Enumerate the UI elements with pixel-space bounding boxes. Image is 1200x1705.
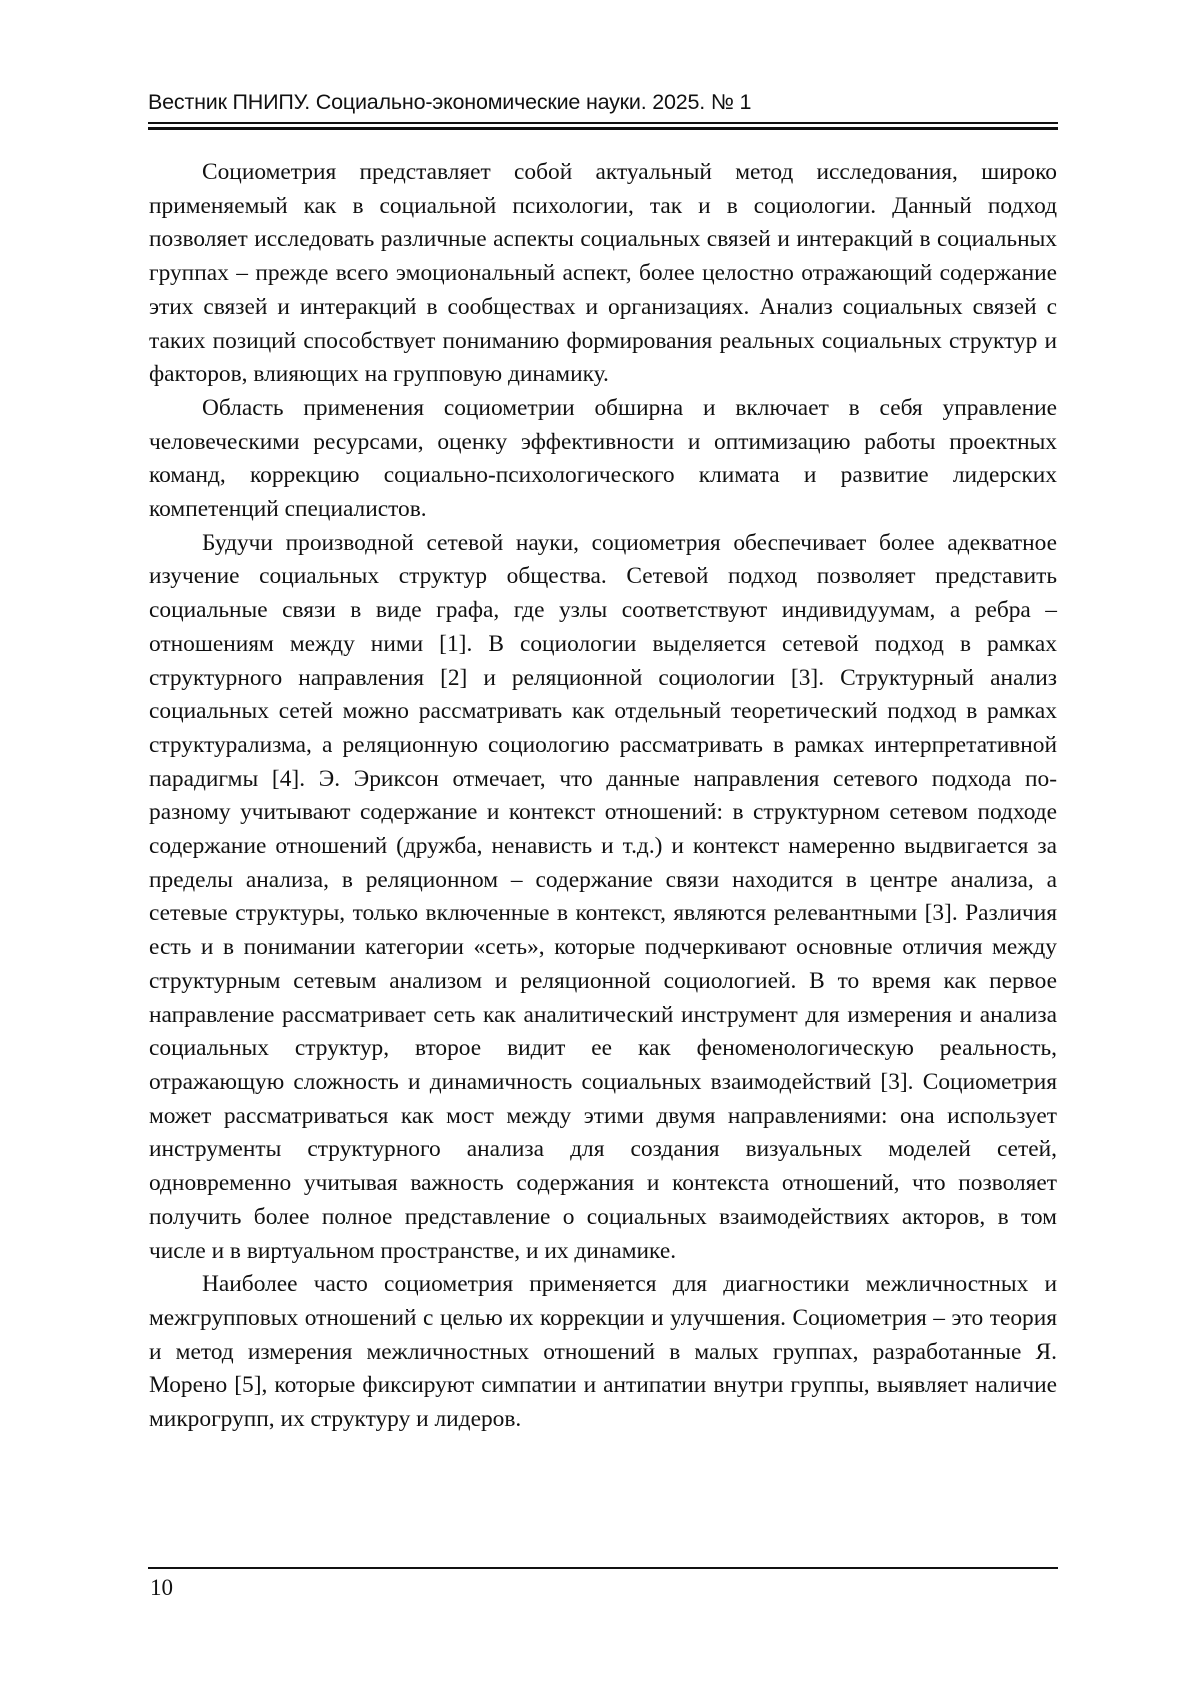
paragraph-2: Область применения социометрии обширна и включает в себя управление человеческими ресурсами, оценку эффективности и оптимизацию работы проектных команд, коррекцию социально-психологического климата и развитие лидерских компетенций специалистов. xyxy=(149,392,1057,527)
running-header: Вестник ПНИПУ. Социально-экономические науки. 2025. № 1 xyxy=(148,88,1058,116)
paragraph-1: Социометрия представляет собой актуальный метод исследования, широко применяемый как в социальной психологии, так и в социологии. Данный подход позволяет исследовать различные аспекты социальных связей и интеракций в социальных группах – прежде всего эмоциональный аспект, более целостно отражающий содержание этих связей и интеракций в сообществах и организациях. Анализ социальных связей с таких позиций способствует пониманию формирования реальных социальных структур и факторов, влияющих на групповую динамику. xyxy=(149,156,1057,392)
paragraph-3: Будучи производной сетевой науки, социометрия обеспечивает более адекватное изучение социальных структур общества. Сетевой подход позволяет представить социальные связи в виде графа, где узлы соответствуют индивидуумам, а ребра – отношениям между ними [1]. В социологии выделяется сетевой подход в рамках структурного направления [2] и реляционной социологии [3]. Структурный анализ социальных сетей можно рассматривать как отдельный теоретический подход в рамках структурализма, а реляционную социологию рассматривать в рамках интерпретативной парадигмы [4]. Э. Эриксон отмечает, что данные направления сетевого подхода по-разному учитывают содержание и контекст отношений: в структурном сетевом подходе содержание отношений (дружба, ненависть и т.д.) и контекст намеренно выдвигается за пределы анализа, в реляционном – содержание связи находится в центре анализа, а сетевые структуры, только включенные в контекст, являются релевантными [3]. Различия есть и в понимании категории «сеть», которые подчеркивают основные отличия между структурным сетевым анализом и реляционной социологией. В то время как первое направление рассматривает сеть как аналитический инструмент для измерения и анализа социальных структур, второе видит ее как феноменологическую реальность, отражающую сложность и динамичность социальных взаимодействий [3]. Социометрия может рассматриваться как мост между этими двумя направлениями: она использует инструменты структурного анализа для создания визуальных моделей сетей, одновременно учитывая важность содержания и контекста отношений, что позволяет получить более полное представление о социальных взаимодействиях акторов, в том числе и в виртуальном пространстве, и их динамике. xyxy=(149,527,1057,1268)
paragraph-4: Наиболее часто социометрия применяется для диагностики межличностных и межгрупповых отношений с целью их коррекции и улучшения. Социометрия – это теория и метод измерения межличностных отношений в малых группах, разработанные Я. Морено [5], которые фиксируют симпатии и антипатии внутри группы, выявляет наличие микрогрупп, их структуру и лидеров. xyxy=(149,1268,1057,1437)
journal-page xyxy=(0,0,1200,1705)
header-rule-thick xyxy=(148,127,1058,130)
article-body xyxy=(149,156,1057,1437)
page-number: 10 xyxy=(150,1573,173,1603)
header-rule-thin xyxy=(148,122,1058,124)
footer-rule xyxy=(148,1567,1058,1569)
